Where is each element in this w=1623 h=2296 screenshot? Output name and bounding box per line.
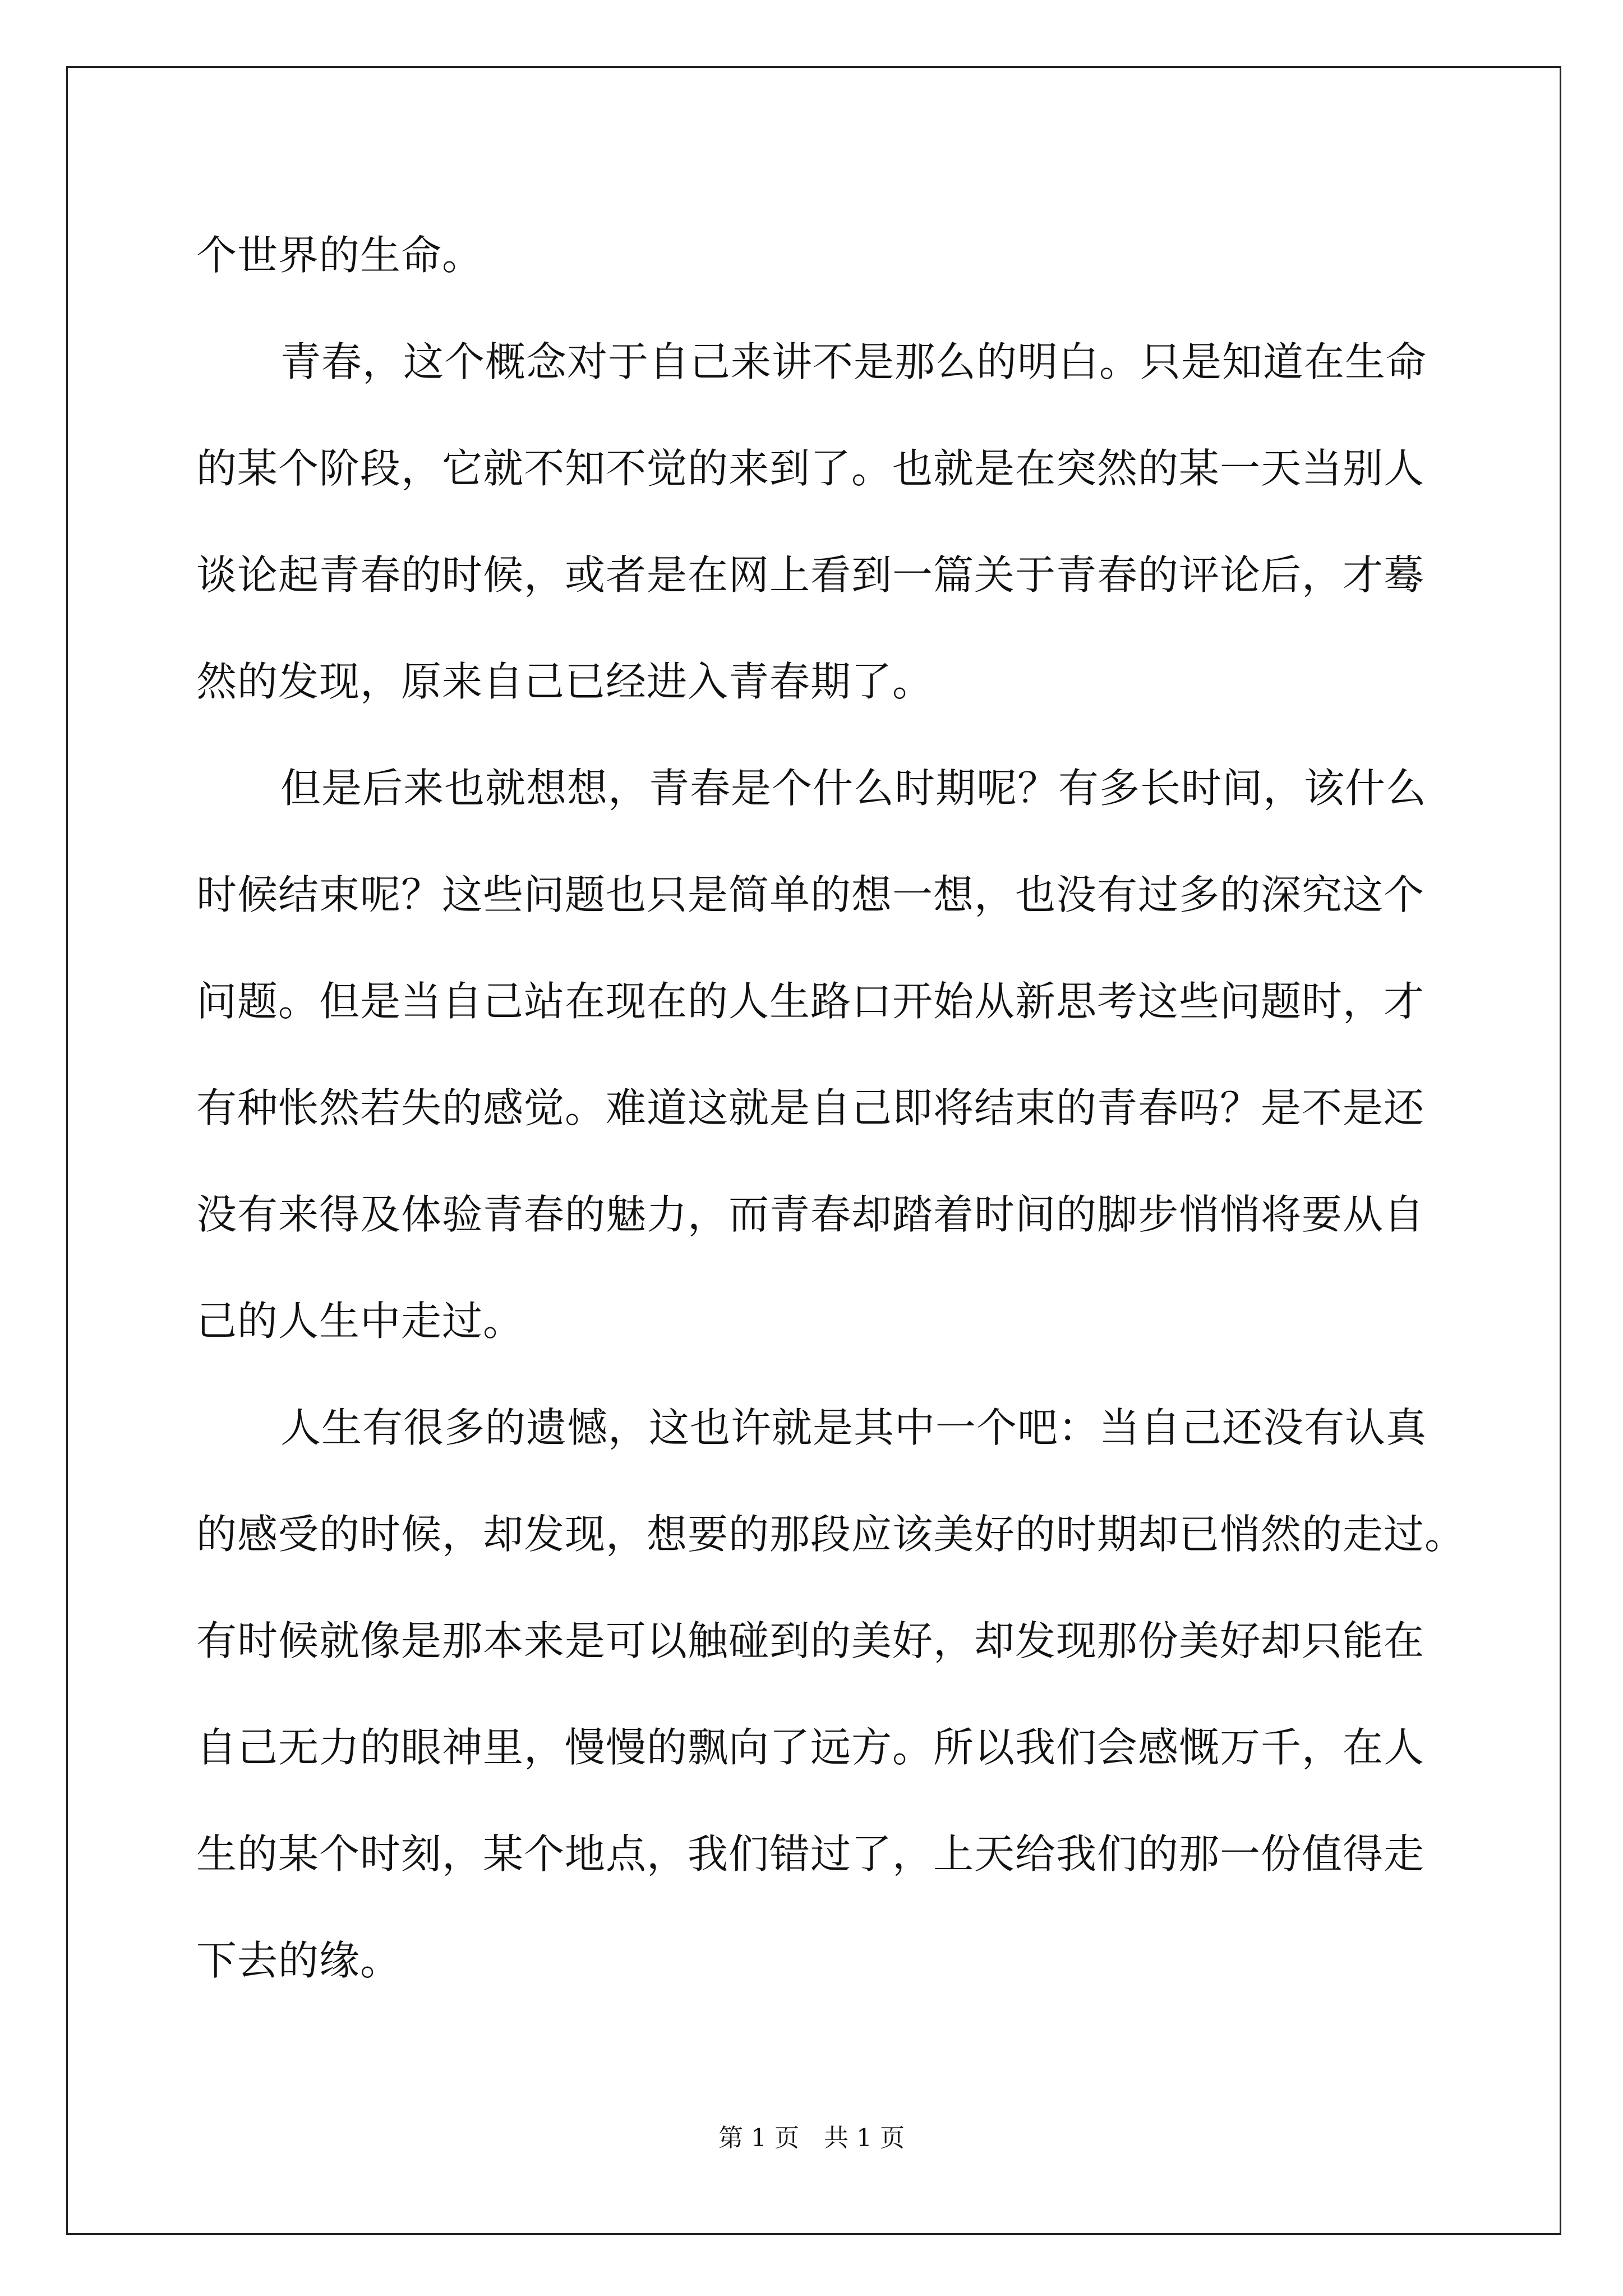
text-line: 问题。但是当自己站在现在的人生路口开始从新思考这些问题时，才 [196,978,1425,1025]
text-line: 的感受的时候，却发现，想要的那段应该美好的时期却已悄然的走过。 [196,1511,1466,1558]
text-line: 下去的缘。 [196,1937,402,1984]
paragraph-first-line: 青春，这个概念对于自己来讲不是那么的明白。只是知道在生命 [280,338,1427,385]
text-line: 个世界的生命。 [196,232,483,279]
text-line: 谈论起青春的时候，或者是在网上看到一篇关于青春的评论后，才蓦 [196,551,1425,599]
text-line: 的某个阶段，它就不知不觉的来到了。也就是在突然的某一天当别人 [196,445,1425,492]
paragraph-first-line: 但是后来也就想想，青春是个什么时期呢？有多长时间，该什么 [280,765,1427,812]
document-body [196,202,1466,2014]
text-line: 有种怅然若失的感觉。难道这就是自己即将结束的青春吗？是不是还 [196,1084,1425,1131]
text-line: 自己无力的眼神里，慢慢的飘向了远方。所以我们会感慨万千，在人 [196,1724,1425,1771]
text-line: 有时候就像是那本来是可以触碰到的美好，却发现那份美好却只能在 [196,1617,1425,1664]
paragraph-first-line: 人生有很多的遗憾，这也许就是其中一个吧：当自己还没有认真 [280,1404,1427,1451]
text-line: 然的发现，原来自己已经进入青春期了。 [196,658,934,705]
text-line: 生的某个时刻，某个地点，我们错过了，上天给我们的那一份值得走 [196,1830,1425,1878]
text-line: 时候结束呢？这些问题也只是简单的想一想，也没有过多的深究这个 [196,871,1425,918]
text-line: 己的人生中走过。 [196,1297,524,1345]
text-line: 没有来得及体验青春的魅力，而青春却踏着时间的脚步悄悄将要从自 [196,1191,1425,1238]
page-number-footer: 第 1 页 共 1 页 [718,2124,905,2152]
